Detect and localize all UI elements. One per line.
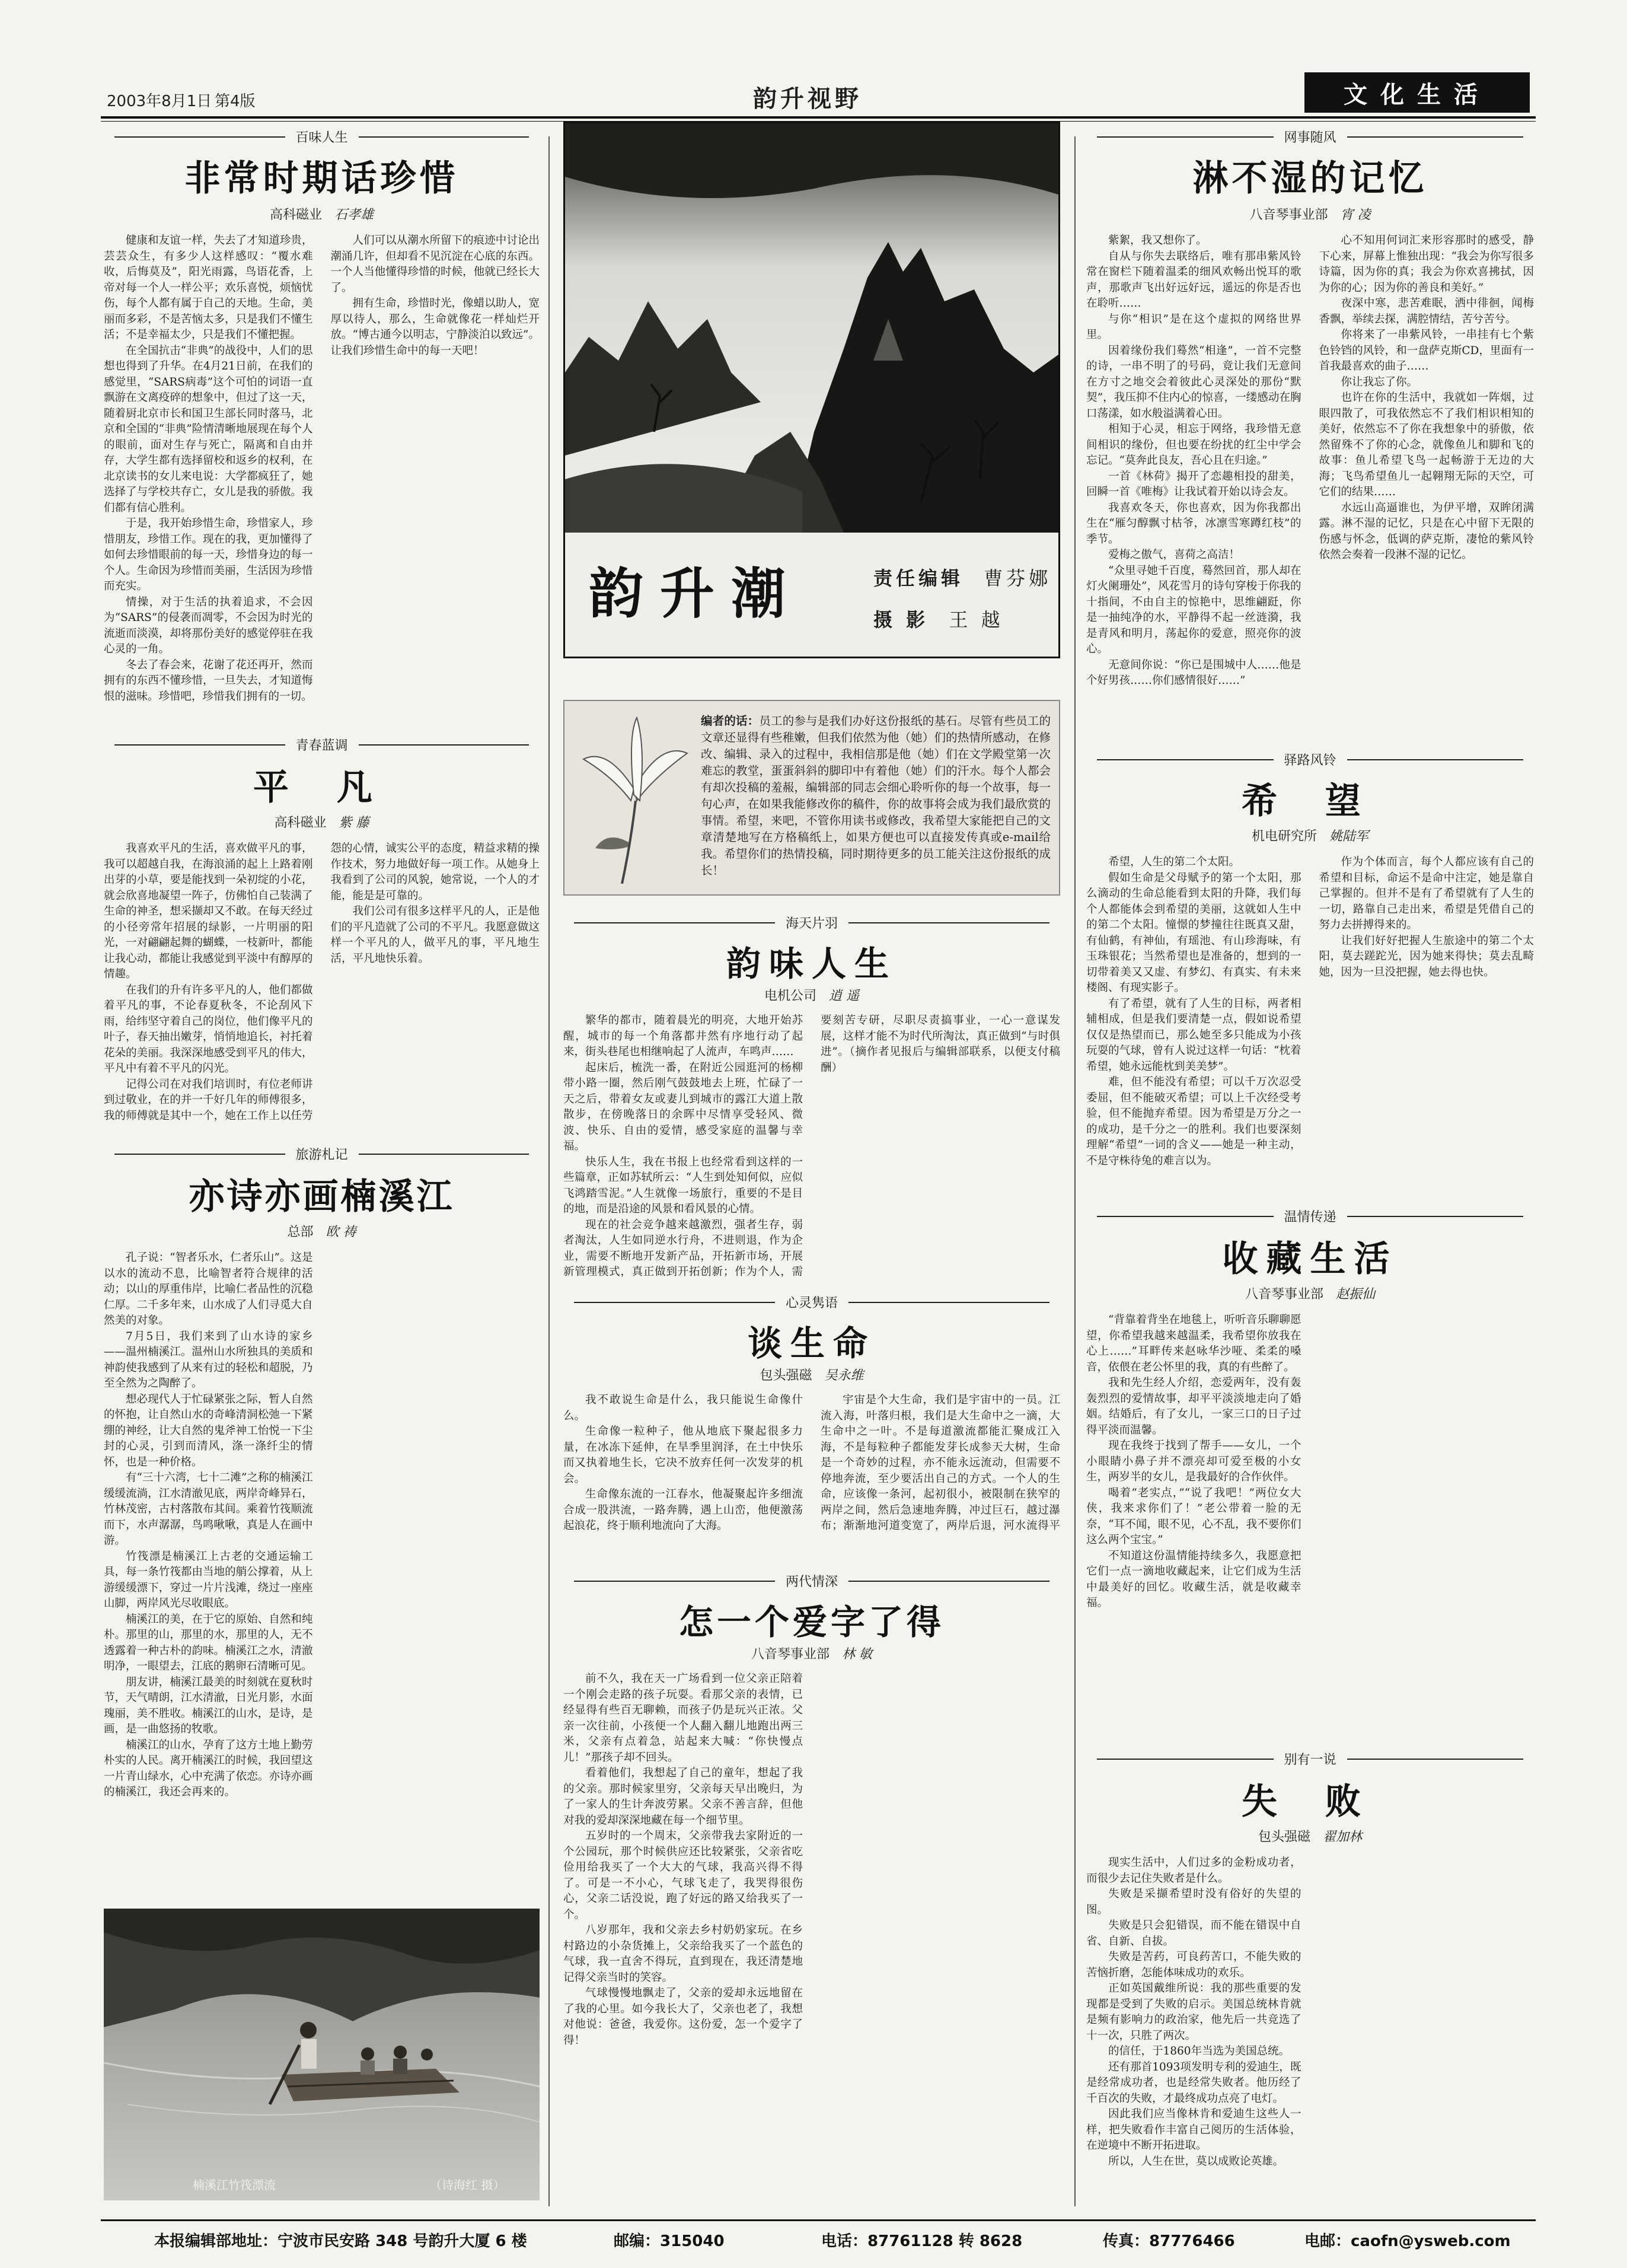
article-title: 收藏生活 <box>1222 1238 1398 1280</box>
notice-text: 编者的话：员工的参与是我们办好这份报纸的基石。尽管有些员工的文章还显得有些稚嫩，但我们依然为他（她）们的热情所感动，在修改、编辑、录入的过程中，我相信那是他（她）们在文学殿堂第一次难忘的教堂，蛋蛋斜斜的脚印中有着他（她）们的汗水。每个人都会有却次投稿的羞赧，编辑部的同志会细心聆听你的每一个故事，每一句心声，在如果我能修改你的稿件，你的故事将会成为我们最欣赏的事情。希望，来吧，不管你用读书或修改，我希望大家能把自己的文章清楚地写在方格稿纸上，如果方便也可以直接发传真或e-mail给我。希望你们的热情投稿，同时期待更多的员工能关注这份报纸的成长！ <box>701 714 1051 877</box>
article-body: 现实生活中，人们过多的金粉成功者，而很少去记住失败者是什么。 失败是采撷希望时没有俗好的失望的图。 失败是只会犯错误，而不能在错误中自省、自新、自拔。 失败是苦药，可良药苦口，不能失败的苦恼折磨，怎能体味成功的欢乐。 正如英国戴维所说：我的那些重要的发现都是受到了失败的启示。美国总统林肯就是频有影响力的政治家，他先后一共竞选了十一次，只胜了两次。 的信任，于1860年当选为美国总统。 还有那首1093项发明专利的爱迪生，既是经常成功者，也是经常失败者。他历经了千百次的失败，才最终成功点亮了电灯。 因此我们应当像林肯和爱迪生这些人一样，把失败看作丰富自己阅历的生活体验，在逆境中不断开拓进取。 所以，人生在世，莫以成败论英雄。 <box>1086 1856 1301 2168</box>
article-title: 亦诗亦画楠溪江 <box>189 1176 455 1218</box>
article-title: 淋不湿的记忆 <box>1192 158 1428 199</box>
article-body: 我不敢说生命是什么，我只能说生命像什么。 生命像一粒种子，他从地底下聚起很多力量，在冰冻下延伸，在旱季里润泽，在土中快乐而又执着地生长，它决不放弃任何一次发芽的机会。 生命像东流的一江春水，他凝聚起许多细流合成一股洪流，一路奔腾，遇上山峦，他便激荡起浪花，终于顺利地流向了大海。 宇宙是个大生命，我们是宇宙中的一员。江流入海，叶落归根，我们是大生命中之一滴，大生命中之一叶。不是每道激流都能汇聚成江入海，不是每粒种子都能发芽长成参天大树，生命是一个奇妙的过程，亦不能永远流动，但需要不停地奔流，至少要活出自己的方式。一个人的生命，应该像一条河，起初很小，被限制在狭窄的两岸之间，然后急速地奔腾，冲过巨石，越过瀑布；渐渐地河道变宽了，两岸后退，河水流得平 <box>563 1394 1060 1532</box>
article-kicker: 百味人生 <box>104 128 540 146</box>
article-title: 平 凡 <box>253 767 390 808</box>
section-title: 文化生活 <box>1304 72 1530 113</box>
article-failure <box>1086 1750 1534 2209</box>
article-kicker: 青春蓝调 <box>104 735 540 754</box>
article-nanxi-river <box>104 1145 540 2206</box>
mountain-photo <box>565 123 1058 533</box>
article-body: 孔子说：“智者乐水，仁者乐山”。这是以水的流动不息，比喻智者符合规律的活动；以山的厚重伟岸，比喻仁者品性的沉稳仁厚。二千多年来，山水成了人们寻觅大自然美的对象。 7月5日，我们来到了山水诗的家乡——温州楠溪江。温州山水所独具的美质和神韵使我感到了从来有过的轻松和超脱，乃至全然为之陶醉了。 想必现代人于忙碌紧张之际，暂人自然的怀抱，让自然山水的奇峰清洞松弛一下紧绷的神经，让大自然的鬼斧神工怡悦一下尘封的心灵，引到而清风，涤一涤纤尘的情怀，也是一种价格。 有“三十六湾，七十二滩”之称的楠溪江缓缓流淌，江水清澈见底，两岸奇峰异石，竹林茂密，古村落散布其间。乘着竹筏顺流而下，水声潺潺，鸟鸣啾啾，真是人在画中游。 竹筏漂是楠溪江上古老的交通运输工具，每一条竹筏都由当地的艄公撑着，从上游缓缓漂下，穿过一片片浅滩，绕过一座座山脚，两岸风光尽收眼底。 楠溪江的美，在于它的原始、自然和纯朴。那里的山，那里的水，那里的人，无不透露着一种古朴的韵味。楠溪江之水，清澈明净，一眼望去，江底的鹅卵石清晰可见。 朋友讲，楠溪江最美的时刻就在夏秋时节，天气晴朗，江水清澈，日光月影，水面瑰丽，美不胜收。楠溪江的山水，是诗，是画，是一曲悠扬的牧歌。 楠溪江的山水，孕育了这方土地上勤劳朴实的人民。离开楠溪江的时候，我回望这一片青山绿水，心中充满了依恋。亦诗亦画的楠溪江，我还会再来的。 <box>104 1251 313 1798</box>
article-body: “背靠着背坐在地毯上，听听音乐聊聊愿望，你希望我越来越温柔，我希望你放我在心上……”耳畔传来赵咏华沙哑、柔柔的嗓音，依偎在老公怀里的我，真的有些醉了。 我和先生经人介绍，恋爱两年，没有轰轰烈烈的爱情故事，却平平淡淡地走向了婚姻。结婚后，有了女儿，一家三口的日子过得平淡而温馨。 现在我终于找到了帮手——女儿，一个小眼睛小鼻子并不漂亮却可爱至极的小女生，两岁半的女儿，是我最好的合作伙伴。 喝着“老实点，”“说了我吧！”两位女大侠，我来求你们了！”老公带着一脸的无奈，“耳不闻，眼不见，心不乱，我不要你们这么两个宝宝。” 不知道这份温情能持续多久，我愿意把它们一点一滴地收藏起来，让它们成为生活中最美好的回忆。收藏生活，就是收藏幸福。 <box>1086 1314 1301 1609</box>
column-divider <box>548 136 550 2206</box>
footer-fax: 传真：87776466 <box>1103 2232 1235 2250</box>
article-ordinary <box>104 735 540 1133</box>
article-body: 前不久，我在天一广场看到一位父亲正陪着一个刚会走路的孩子玩耍。看那父亲的表情，已经显得有些百无聊赖，而孩子仍是玩兴正浓。父亲一次往前，小孩便一个人翻入翻儿地跑出两三米，父亲有点着急，站起来大喊：“你快慢点儿！”那孩子却不回头。 看着他们，我想起了自己的童年，想起了我的父亲。那时候家里穷，父亲每天早出晚归，为了一家人的生计奔波劳累。父亲不善言辞，但他对我的爱却深深地藏在每一个细节里。 五岁时的一个周末，父亲带我去家附近的一个公园玩，那个时候供应还比较紧张，父亲省吃俭用给我买了一个大大的气球，我高兴得不得了。可是一不小心，气球飞走了，我哭得很伤心，父亲二话没说，跑了好远的路又给我买了一个。 八岁那年，我和父亲去乡村奶奶家玩。在乡村路边的小杂货摊上，父亲给我买了一个蓝色的气球，我一直舍不得玩，直到现在，我还清楚地记得父亲当时的笑容。 气球慢慢地飘走了，父亲的爱却永远地留在了我的心里。如今我长大了，父亲也老了，我想对他说：爸爸，我爱你。这份爱，怎一个爱字了得！ <box>563 1673 803 2047</box>
rafting-photo <box>104 1909 540 2200</box>
article-byline: 总部 欧 祷 <box>287 1225 356 1240</box>
editor-credit: 责任编辑 曹芬娜 <box>873 567 1052 590</box>
article-byline: 八音琴事业部 宵 凌 <box>1249 208 1371 222</box>
article-memory <box>1086 128 1534 727</box>
article-byline: 八音琴事业部 赵振仙 <box>1245 1287 1375 1302</box>
article-byline: 包头强磁 翟加林 <box>1258 1830 1362 1845</box>
article-title: 韵味人生 <box>726 944 897 984</box>
article-title: 失 败 <box>1242 1781 1379 1823</box>
article-byline: 高科磁业 石孝雄 <box>269 208 374 222</box>
article-on-life <box>563 1293 1060 1566</box>
footer-rule <box>101 2219 1536 2221</box>
article-life-flavor <box>563 913 1060 1293</box>
lily-flower-icon <box>572 712 696 884</box>
article-kicker: 别有一说 <box>1086 1750 1534 1768</box>
footer-address: 本报编辑部地址：宁波市民安路 348 号韵升大厦 6 楼 <box>154 2232 527 2250</box>
article-kicker: 旅游札记 <box>104 1145 540 1163</box>
footer-postcode: 邮编：315040 <box>614 2232 725 2250</box>
rafting-photo-art <box>104 1909 540 2200</box>
article-hope <box>1086 750 1534 1201</box>
photo-caption: 楠溪江竹筏漂流 <box>193 2178 276 2192</box>
article-cherish <box>104 128 540 727</box>
article-byline: 包头强磁 吴永维 <box>760 1368 864 1383</box>
article-love <box>563 1572 1060 2209</box>
article-title: 谈生命 <box>747 1323 876 1364</box>
article-byline: 机电研究所 姚陆军 <box>1251 829 1368 844</box>
paper-name: 韵升视野 <box>753 85 862 113</box>
article-title: 怎一个爱字了得 <box>678 1602 945 1642</box>
article-kicker: 温情传递 <box>1086 1207 1534 1225</box>
feature-block <box>563 122 1060 658</box>
editor-notice <box>563 700 1060 896</box>
article-body: 健康和友谊一样，失去了才知道珍贵，芸芸众生，有多少人这样感叹：“覆水难收，后悔莫及”，阳光雨露，鸟语花香，上帝对每一个人一样公平；欢乐喜悦，烦恼忧伤，每个人都有属于自己的天地。生命，美丽而多彩，不是苦恼太多，只是我们不懂生活；不是幸福太少，只是我们不懂把握。 在全国抗击“非典”的战役中，人们的思想也得到了升华。在4月21日前，在我们的感觉里，“SARS病毒”这个可怕的词语一直飘游在文离疫碎的想象中，但过了这一天，随着厨北京市长和国卫生部长同时落马，北京和全国的“非典”险情清晰地展现在每个人的眼前，面对生存与死亡，隔离和自由并存，大学生都有选择留校和返乡的权利，在北京读书的女儿来电说：大学都疯狂了，她选择了与学校共存亡，女儿是我的骄傲。我们都有信心胜利。 于是，我开始珍惜生命，珍惜家人，珍惜朋友，珍惜工作。现在的我，更加懂得了如何去珍惜眼前的每一天，珍惜身边的每一个人。生命因为珍惜而美丽，生活因为珍惜而充实。 情操，对于生活的执着追求，不会因为“SARS”的侵袭而凋零，不会因为时光的流逝而淡漠，却将那份美好的感觉停驻在我心灵的一角。 冬去了春会来，花谢了花还再开，然而拥有的东西不懂珍惜，一旦失去，才知道悔恨的滋味。珍惜吧，珍惜我们拥有的一切。 人们可以从潮水所留下的痕迹中讨论出潮涌几许，但却看不见沉淀在心底的东西。一个人当他懂得珍惜的时候，他就已经长大了。 拥有生命，珍惜时光，像蜡以助人，宽厚以待人，那么，生命就像花一样灿烂开放。“博古通今以明志，宁静淡泊以致远”。让我们珍惜生命中的每一天吧！ <box>104 234 540 703</box>
masthead-rule <box>101 116 1536 119</box>
article-kicker: 海天片羽 <box>563 913 1060 932</box>
footer-email[interactable]: 电邮：caofn@ysweb.com <box>1304 2232 1511 2250</box>
footer-phone: 电话：87761128 转 8628 <box>821 2232 1023 2250</box>
article-body: 希望，人生的第二个太阳。 假如生命是父母赋予的第一个太阳，那么滴动的生命总能看到太阳的升降，我们每个人都能体会到希望的美丽，这就如人生中的第二个太阳。憧憬的梦撞往往既真又甜，有仙鹤，有神仙，有瑶池、有山珍海味，有玉珠银花；当然希望也是准备的，想到的一切带着美又又虚、有梦幻、有真实、有未来楼阁、有现实影子。 有了希望，就有了人生的目标，两者相辅相成，但是我们要清楚一点，假如说希望仅仅是热望而已，那么她至多只能成为小孩玩耍的气球，曾有人说过这样一句话：“枕着希望，她永远能枕到美美梦”。 难，但不能没有希望；可以千万次忍受委屈，但不能破灭希望；可以上千次经受考验，但不能抛弃希望。因为希望是万分之一的成功，是千分之一的胜利。我们也要深刻理解“希望”一词的含义——她是一种主动，不是守株待兔的难言以为。 作为个体而言，每个人都应该有自己的希望和目标，命运不是命中注定，她是靠自己掌握的。但并不是有了希望就有了人生的一切，路靠自己走出来，希望是凭借自己的努力去拼搏得来的。 让我们好好把握人生旅途中的第二个太阳，莫去蹉跎光，因为她来得快；莫去乱畸她，因为一旦没把握，她去得也快。 <box>1086 856 1534 1167</box>
article-body: 我喜欢平凡的生活，喜欢做平凡的事，我可以超越自我，在海浪涌的起上上路着刚出芽的小草，要是能找到一朵初绽的小花，就会欣喜地凝望一阵子，仿佛怕自己装满了生命的神圣，想采撷却又不敢。在每天经过的小径旁常年招展的绿影，一片明丽的阳光，一对翩翩起舞的蝴蝶，一枝新叶，都能让我心动，都能让我感觉到平淡中有醇厚的情趣。 在我们的升有许多平凡的人，他们都做着平凡的事，不论春夏秋冬，不论刮风下雨，给纬坚守着自己的岗位，他们像平凡的叶子，春天抽出嫩芽，悄悄地追长，衬托着花朵的美丽。我深深地感受到平凡的伟大，平凡中有着不平凡的闪光。 记得公司在对我们培训时，有位老师讲到过敬业，在的并一千好几年的师傅很多，我的师傅就是其中一个，她在工作上以任劳怨的心情，诚实公平的态度，精益求精的操作技术，努力地做好每一项工作。从她身上我看到了公司的风貌，她常说，一个人的才能，能是是可靠的。 我们公司有很多这样平凡的人，正是他们的平凡造就了公司的不平凡。我愿意做这样一个平凡的人，做平凡的事，平凡地生活，平凡地快乐着。 <box>104 842 540 1122</box>
article-body: 紫絮，我又想你了。 自从与你失去联络后，唯有那串紫风铃常在窗栏下随着温柔的细风欢畅出悦耳的歌声，那歌声飞出好远好远，遥远的你是否也在聆听…… 与你“相识”是在这个虚拟的网络世界里。 因着缘份我们蓦然“相逢”，一首不完整的诗，一串不明了的号码，竟让我们无意间在方寸之地交会着彼此心灵深处的那份“默契”，我压抑不住内心的惊喜，一缕感动在胸口荡漾，如水般溢满着心田。 相知于心灵，相忘于网络，我珍惜无意间相识的缘份，但也要在纷扰的红尘中学会忘记。“莫奔此良友，吾心且在归途。” 一首《林荷》揭开了恋趣相投的甜美，回瞬一首《唯梅》让我试着开始以诗会友。 我喜欢冬天，你也喜欢，因为你我都出生在“雁匀醇飘寸枯爷，冰凛雪寒蹲红枝”的季节。 爱梅之傲气，喜荷之高洁！ “众里寻她千百度，蓦然回首，那人却在灯火阑珊处”，风花雪月的诗句穿梭于你我的十指间，不由自主的惊艳中，思维翩跹，你是一抽纯净的水，平静得不起一丝涟漪，我是青风和明月，荡起你的爱意，照亮你的波心。 无意间你说：“你已是围城中人……他是个好男孩……你们感情很好……” 心不知用何词汇来形容那时的感受，静下心来，屏幕上惟独出现：“我会为你写很多诗篇，因为你的真；我会为你欢喜拂拭，因为你的心；因为你的善良和美好。” 夜深中寒，悲苦难眠，洒中徘徊，闻梅香飘，举续去探，满腔情结，苦兮苦兮。 你将来了一串紫风铃，一串挂有七个紫色铃铛的风铃，和一盘萨克斯CD，里面有一首我最喜欢的曲子…… 你让我忘了你。 也许在你的生活中，我就如一阵烟，过眼四散了，可我依然忘不了我们相识相知的美好，依然忘不了你在我想象中的骄傲，依然留殊不了你的心念，就像鱼儿和脚和飞的故事：鱼儿希望飞鸟一起畅游于无边的大海；飞鸟希望鱼儿一起翱翔无际的天空，可它们的结果…… 水远山高逼谁也，为伊平增，双眸闭满露。淋不湿的记忆，只是在心中留下无限的伤感与怀念，低调的萨克斯，凄怆的紫风铃依然会奏着一段淋不湿的记忆。 <box>1086 234 1534 687</box>
article-kicker: 网事随风 <box>1086 128 1534 146</box>
feature-title: 韵升潮 <box>589 562 803 626</box>
article-title: 希 望 <box>1242 781 1379 822</box>
article-byline: 八音琴事业部 林 敏 <box>751 1647 872 1662</box>
article-kicker: 心灵隽语 <box>563 1293 1060 1311</box>
article-kicker: 驿路风铃 <box>1086 750 1534 769</box>
photo-credit: 摄 影 王 越 <box>873 609 1004 631</box>
article-byline: 电机公司 逍 遥 <box>764 989 859 1004</box>
article-body: 繁华的都市，随着晨光的明亮，大地开始苏醒，城市的每一个角落都井然有序地行动了起来，街头巷尾也相继响起了人流声，车鸣声…… 起床后，梳洗一番，在附近公园逛河的杨柳带小路一圈，然后刚气鼓鼓地去上班，忙碌了一天之后，带着女友或妻儿到城市的露江大道上散散步，在傍晚落日的余晖中尽情享受轻风、微波、快乐、自由的爱情，感受家庭的温馨与幸福。 快乐人生，我在书报上也经常看到这样的一些篇章，正如苏轼所云：“人生到处知何似，应似飞鸿踏雪泥。”人生就像一场旅行，重要的不是目的地，而是沿途的风景和看风景的心情。 现在的社会竞争越来越激烈，强者生存，弱者淘汰，人生如同逆水行舟，不进则退，作为企业，需要不断地开发新产品，开拓新市场，开展新管理模式，真正做到开拓创新；作为个人，需要刻苦专研，尽职尽责搞事业，一心一意谋发展，这样才能不为时代所淘汰，真正做到“与时俱进”。（摘作者见报后与编辑部联系，以便支付稿酬） <box>563 1014 1060 1278</box>
article-kicker: 两代情深 <box>563 1572 1060 1590</box>
article-title: 非常时期话珍惜 <box>184 158 459 199</box>
article-byline: 高科磁业 紫 藤 <box>274 816 369 830</box>
photo-credit: （诗海红 摄） <box>430 2178 505 2192</box>
article-collect-life <box>1086 1207 1534 1673</box>
page-number: 第4版 <box>215 93 256 110</box>
column-divider <box>1074 136 1076 2206</box>
issue-date: 2003年8月1日 <box>107 93 212 110</box>
